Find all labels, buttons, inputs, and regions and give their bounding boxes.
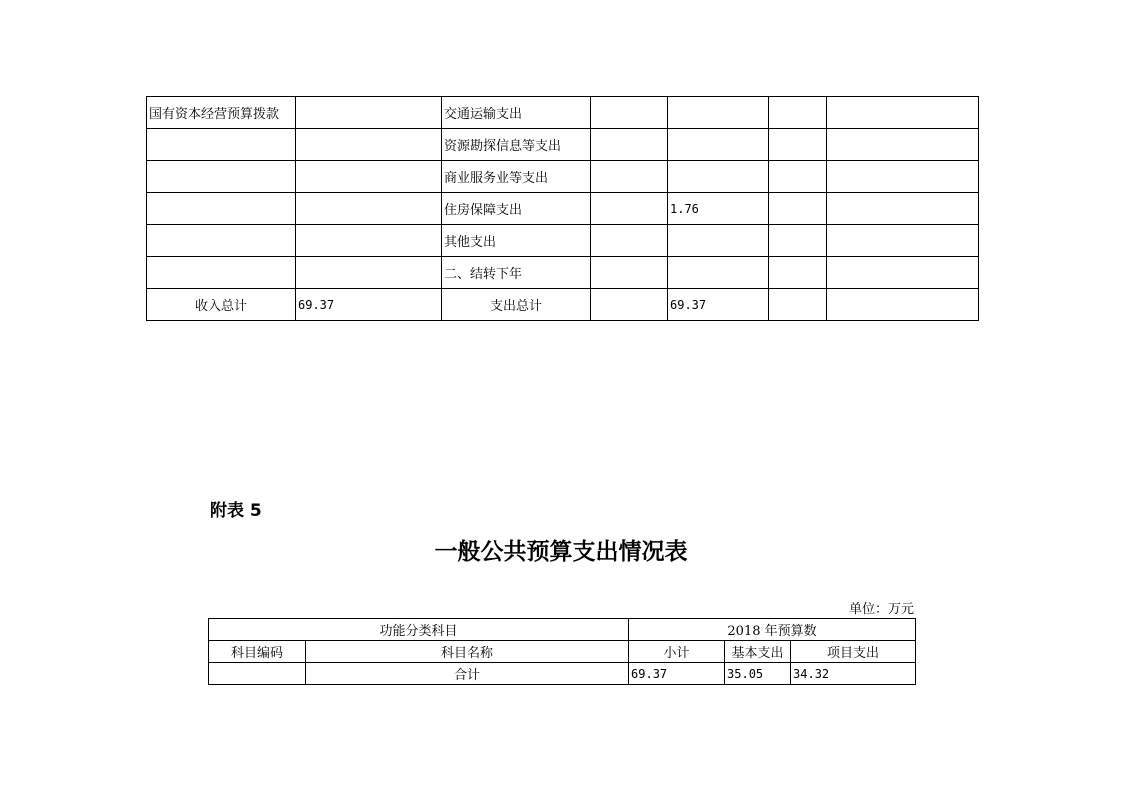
income-item — [147, 193, 296, 225]
income-item: 国有资本经营预算拨款 — [147, 97, 296, 129]
totals-row — [209, 663, 916, 685]
expense-cell — [769, 289, 827, 321]
page-title: 一般公共预算支出情况表 — [434, 539, 688, 565]
income-amount — [296, 257, 442, 289]
header-basic-expenditure: 基本支出 — [725, 641, 791, 663]
expense-item: 商业服务业等支出 — [442, 161, 591, 193]
income-item — [147, 129, 296, 161]
income-amount — [296, 225, 442, 257]
total-label: 合计 — [306, 663, 629, 685]
expense-amount — [668, 161, 769, 193]
income-item — [147, 225, 296, 257]
expense-cell — [769, 161, 827, 193]
income-amount — [296, 161, 442, 193]
header-budget-year: 2018 年预算数 — [629, 619, 916, 641]
general-budget-expenditure-table — [208, 618, 916, 685]
income-amount — [296, 193, 442, 225]
expense-cell — [591, 257, 668, 289]
total-project: 34.32 — [791, 663, 916, 685]
unit-label: 单位：万元 — [848, 602, 914, 617]
header-subject-name: 科目名称 — [306, 641, 629, 663]
expense-amount — [668, 225, 769, 257]
expense-cell — [591, 289, 668, 321]
header-group-row — [209, 619, 916, 641]
table-row — [147, 225, 979, 257]
expense-item: 其他支出 — [442, 225, 591, 257]
expense-cell — [591, 161, 668, 193]
expense-cell — [769, 97, 827, 129]
expense-amount — [668, 257, 769, 289]
expense-cell — [591, 225, 668, 257]
expense-amount — [668, 129, 769, 161]
table-row — [147, 129, 979, 161]
income-amount — [296, 129, 442, 161]
expense-cell — [591, 129, 668, 161]
total-code — [209, 663, 306, 685]
expense-cell — [827, 161, 979, 193]
expense-item: 住房保障支出 — [442, 193, 591, 225]
header-subject-code: 科目编码 — [209, 641, 306, 663]
expense-cell — [769, 257, 827, 289]
total-subtotal: 69.37 — [629, 663, 725, 685]
table-row — [147, 257, 979, 289]
expense-amount: 1.76 — [668, 193, 769, 225]
expense-amount — [668, 97, 769, 129]
income-expenditure-table — [146, 96, 979, 321]
expense-cell — [591, 193, 668, 225]
expense-cell — [827, 97, 979, 129]
expense-cell — [827, 225, 979, 257]
expense-cell — [591, 97, 668, 129]
expense-cell — [769, 129, 827, 161]
income-item — [147, 161, 296, 193]
expense-item: 交通运输支出 — [442, 97, 591, 129]
expense-total-label: 支出总计 — [442, 289, 591, 321]
table-row — [147, 161, 979, 193]
header-functional-classification: 功能分类科目 — [209, 619, 629, 641]
expense-cell — [769, 193, 827, 225]
header-row — [209, 641, 916, 663]
income-amount — [296, 97, 442, 129]
expense-cell — [827, 129, 979, 161]
expense-item: 二、结转下年 — [442, 257, 591, 289]
expense-cell — [827, 289, 979, 321]
expense-cell — [769, 225, 827, 257]
appendix-label: 附表 5 — [210, 501, 262, 521]
table-row — [147, 97, 979, 129]
header-project-expenditure: 项目支出 — [791, 641, 916, 663]
header-subtotal: 小计 — [629, 641, 725, 663]
expense-total-amount: 69.37 — [668, 289, 769, 321]
income-total-amount: 69.37 — [296, 289, 442, 321]
expense-cell — [827, 257, 979, 289]
totals-row — [147, 289, 979, 321]
table-row — [147, 193, 979, 225]
income-total-label: 收入总计 — [147, 289, 296, 321]
expense-cell — [827, 193, 979, 225]
income-item — [147, 257, 296, 289]
expense-item: 资源勘探信息等支出 — [442, 129, 591, 161]
total-basic: 35.05 — [725, 663, 791, 685]
